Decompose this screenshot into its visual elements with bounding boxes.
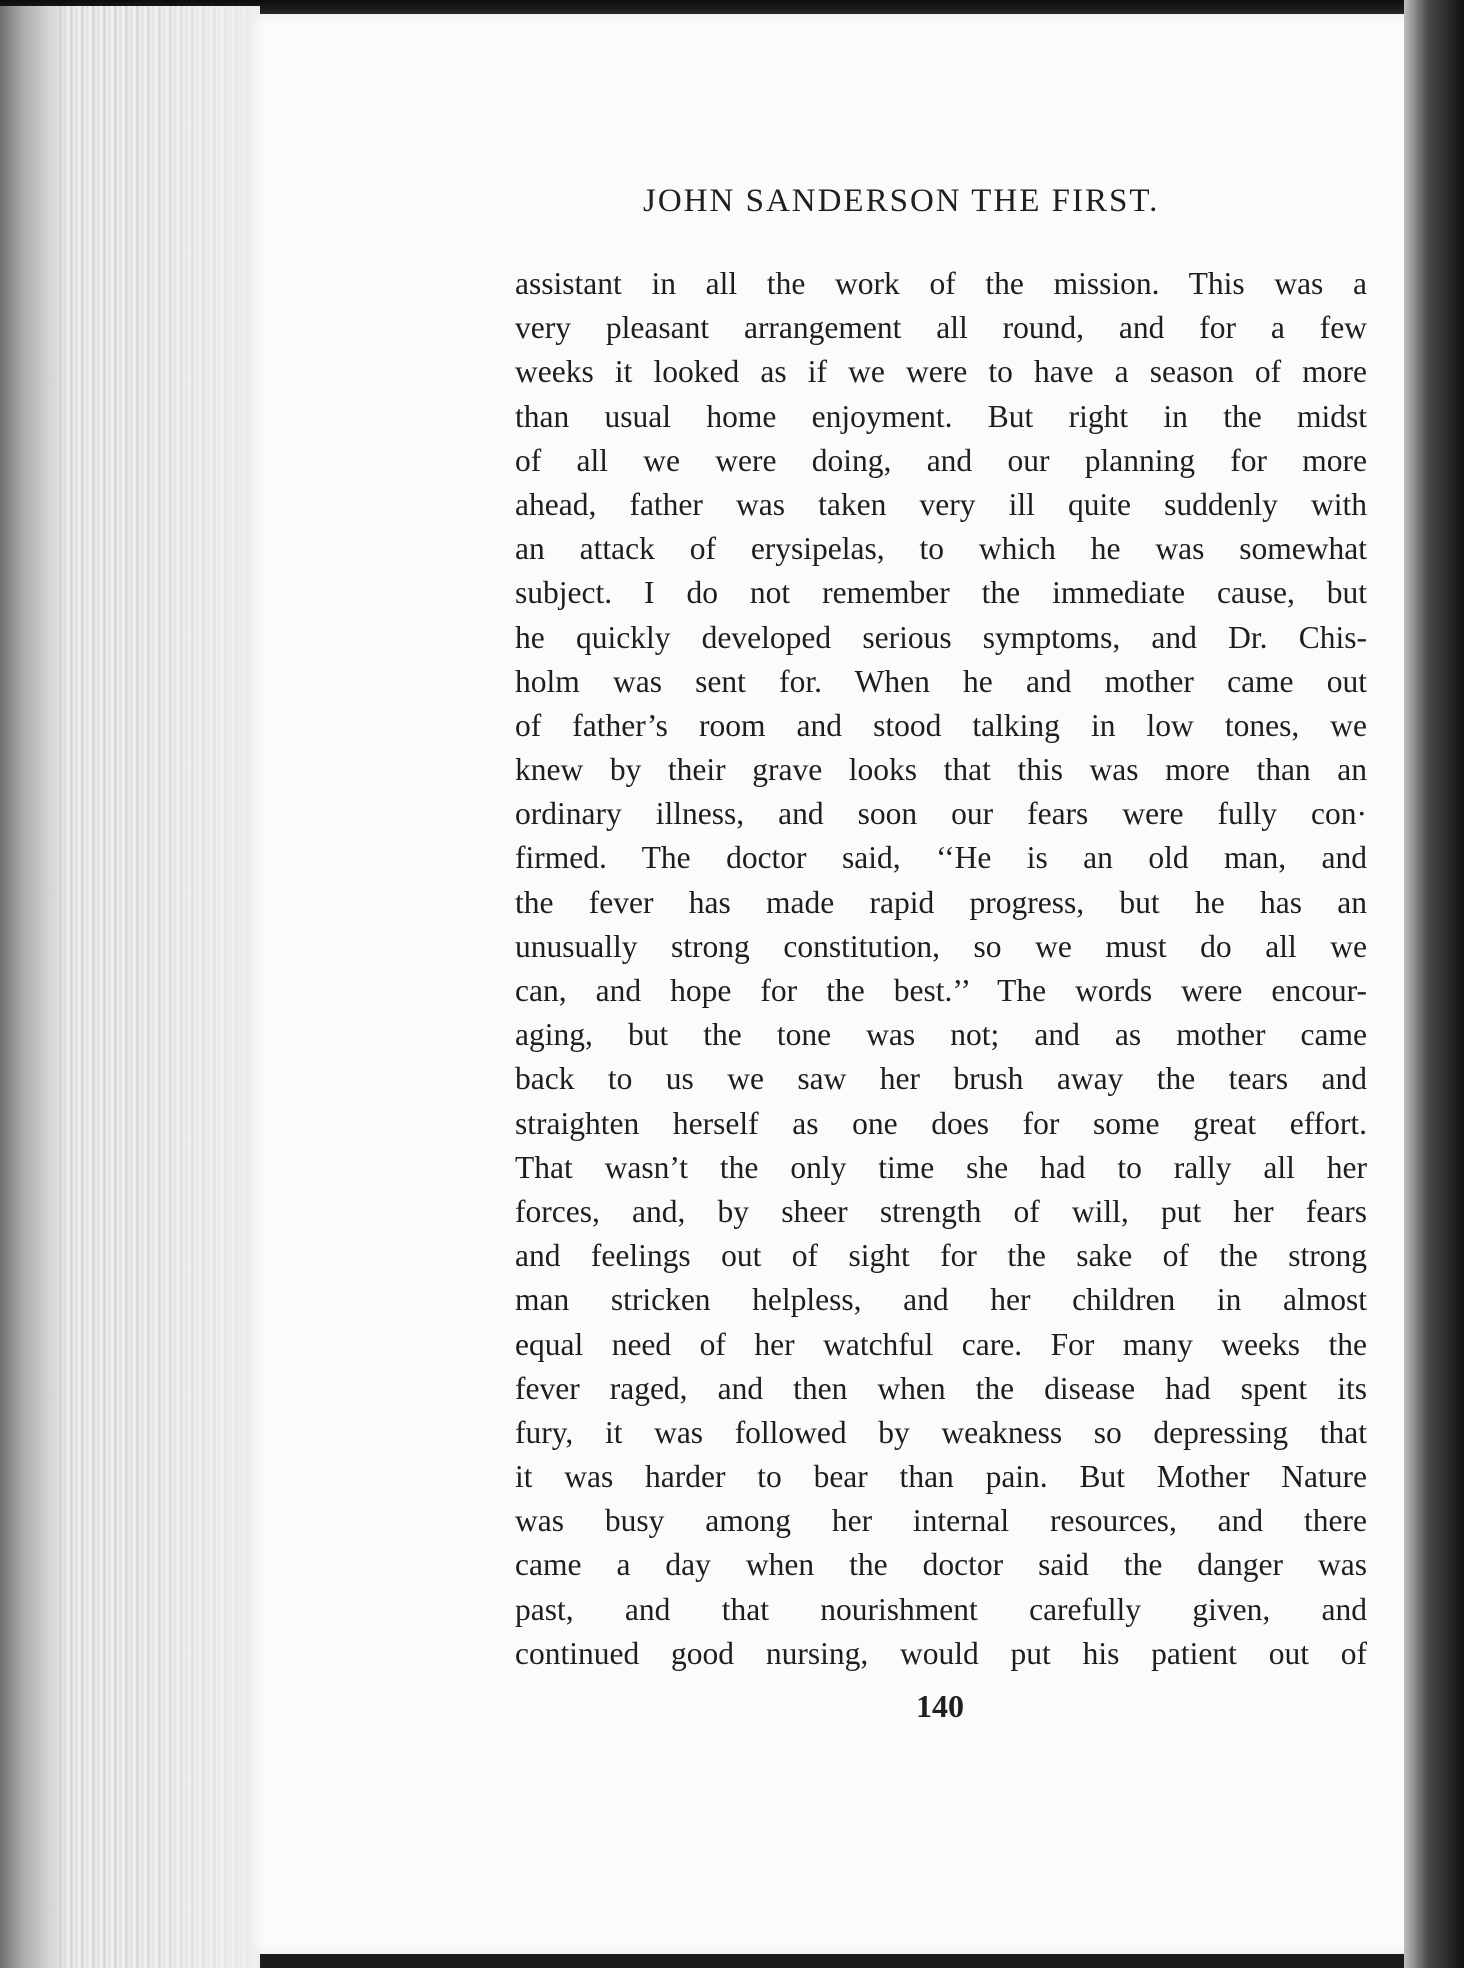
text-line: fever raged, and then when the disease had spent its xyxy=(515,1370,1367,1406)
text-line: can, and hope for the best.’’ The words were encour- xyxy=(515,973,1367,1008)
text-line: back to us we saw her brush away the tears and xyxy=(515,1061,1367,1097)
text-line: unusually strong constitution, so we must do all we xyxy=(515,928,1367,964)
text-line: the fever has made rapid progress, but he has an xyxy=(515,884,1367,920)
text-line: and feelings out of sight for the sake of the strong xyxy=(515,1238,1367,1274)
scan-right-edge xyxy=(1404,0,1464,1968)
text-line: it was harder to bear than pain. But Mother Nature xyxy=(515,1459,1367,1495)
page-number: 140 xyxy=(916,1688,964,1724)
text-line: of all we were doing, and our planning for more xyxy=(515,442,1367,478)
text-line: of father’s room and stood talking in low tones, we xyxy=(515,707,1367,743)
body-text xyxy=(515,262,1367,1676)
text-line: continued good nursing, would put his patient out of xyxy=(515,1635,1367,1671)
text-line: very pleasant arrangement all round, and for a few xyxy=(515,310,1367,346)
text-line: an attack of erysipelas, to which he was somewhat xyxy=(515,531,1367,567)
text-line: he quickly developed serious symptoms, and Dr. Chis- xyxy=(515,619,1367,655)
text-line: ahead, father was taken very ill quite suddenly with xyxy=(515,486,1367,522)
text-line: was busy among her internal resources, and there xyxy=(515,1503,1367,1539)
text-line: equal need of her watchful care. For many weeks the xyxy=(515,1326,1367,1362)
text-line: weeks it looked as if we were to have a season of more xyxy=(515,354,1367,390)
text-line: straighten herself as one does for some great effort. xyxy=(515,1105,1367,1141)
text-line: That wasn’t the only time she had to rally all her xyxy=(515,1149,1367,1185)
text-line: holm was sent for. When he and mother came out xyxy=(515,663,1367,699)
text-line: man stricken helpless, and her children in almost xyxy=(515,1282,1367,1318)
text-line: firmed. The doctor said, ‘‘He is an old man, and xyxy=(515,840,1367,876)
text-line: than usual home enjoyment. But right in the midst xyxy=(515,398,1367,434)
text-line: fury, it was followed by weakness so depressing that xyxy=(515,1414,1367,1450)
text-line: past, and that nourishment carefully given, and xyxy=(515,1591,1367,1627)
text-line: assistant in all the work of the mission. This was a xyxy=(515,266,1367,301)
text-line: ordinary illness, and soon our fears were fully con· xyxy=(515,796,1367,832)
text-line: aging, but the tone was not; and as mother came xyxy=(515,1017,1367,1053)
text-line: came a day when the doctor said the danger was xyxy=(515,1547,1367,1583)
running-head: JOHN SANDERSON THE FIRST. xyxy=(643,183,1160,219)
text-line: subject. I do not remember the immediate cause, but xyxy=(515,575,1367,611)
text-line: knew by their grave looks that this was more than an xyxy=(515,752,1367,788)
book-page-edges xyxy=(0,6,260,1968)
text-line: forces, and, by sheer strength of will, put her fears xyxy=(515,1193,1367,1229)
